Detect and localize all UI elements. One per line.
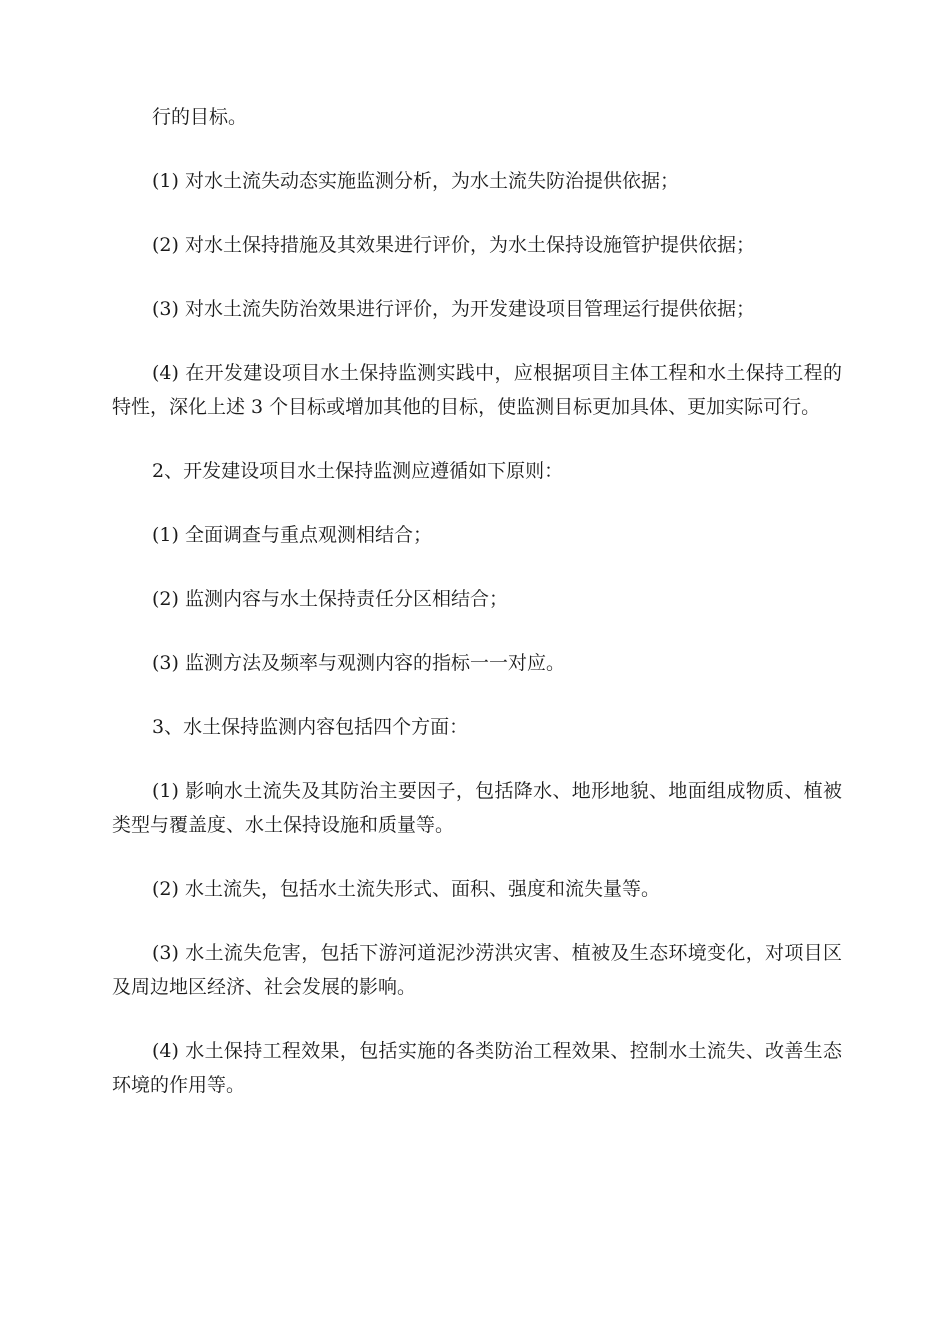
section-heading-content: 3、水土保持监测内容包括四个方面： (152, 716, 469, 738)
paragraph-principle-2: (2) 监测内容与水土保持责任分区相结合； (152, 588, 508, 610)
section-heading-principles: 2、开发建设项目水土保持监测应遵循如下原则： (152, 460, 564, 482)
paragraph-content-4: (4) 水土保持工程效果，包括实施的各类防治工程效果、控制水土流失、改善生态环境的作用等。 (112, 1040, 842, 1096)
paragraph-principle-1: (1) 全面调查与重点观测相结合； (152, 524, 432, 546)
paragraph-content-2: (2) 水土流失，包括水土流失形式、面积、强度和流失量等。 (152, 878, 660, 900)
paragraph-principle-3: (3) 监测方法及频率与观测内容的指标一一对应。 (152, 652, 565, 674)
paragraph-goal-1: (1) 对水土流失动态实施监测分析，为水土流失防治提供依据； (152, 170, 679, 192)
document-body (112, 100, 842, 1132)
paragraph-continuation: 行的目标。 (152, 106, 248, 128)
paragraph-goal-2: (2) 对水土保持措施及其效果进行评价，为水土保持设施管护提供依据； (152, 234, 755, 256)
paragraph-goal-3: (3) 对水土流失防治效果进行评价，为开发建设项目管理运行提供依据； (152, 298, 755, 320)
paragraph-goal-4: (4) 在开发建设项目水土保持监测实践中，应根据项目主体工程和水土保持工程的特性，深化上述 3 个目标或增加其他的目标，使监测目标更加具体、更加实际可行。 (112, 362, 842, 418)
paragraph-content-3: (3) 水土流失危害，包括下游河道泥沙涝洪灾害、植被及生态环境变化，对项目区及周边地区经济、社会发展的影响。 (112, 942, 842, 998)
paragraph-content-1: (1) 影响水土流失及其防治主要因子，包括降水、地形地貌、地面组成物质、植被类型与覆盖度、水土保持设施和质量等。 (112, 780, 842, 836)
